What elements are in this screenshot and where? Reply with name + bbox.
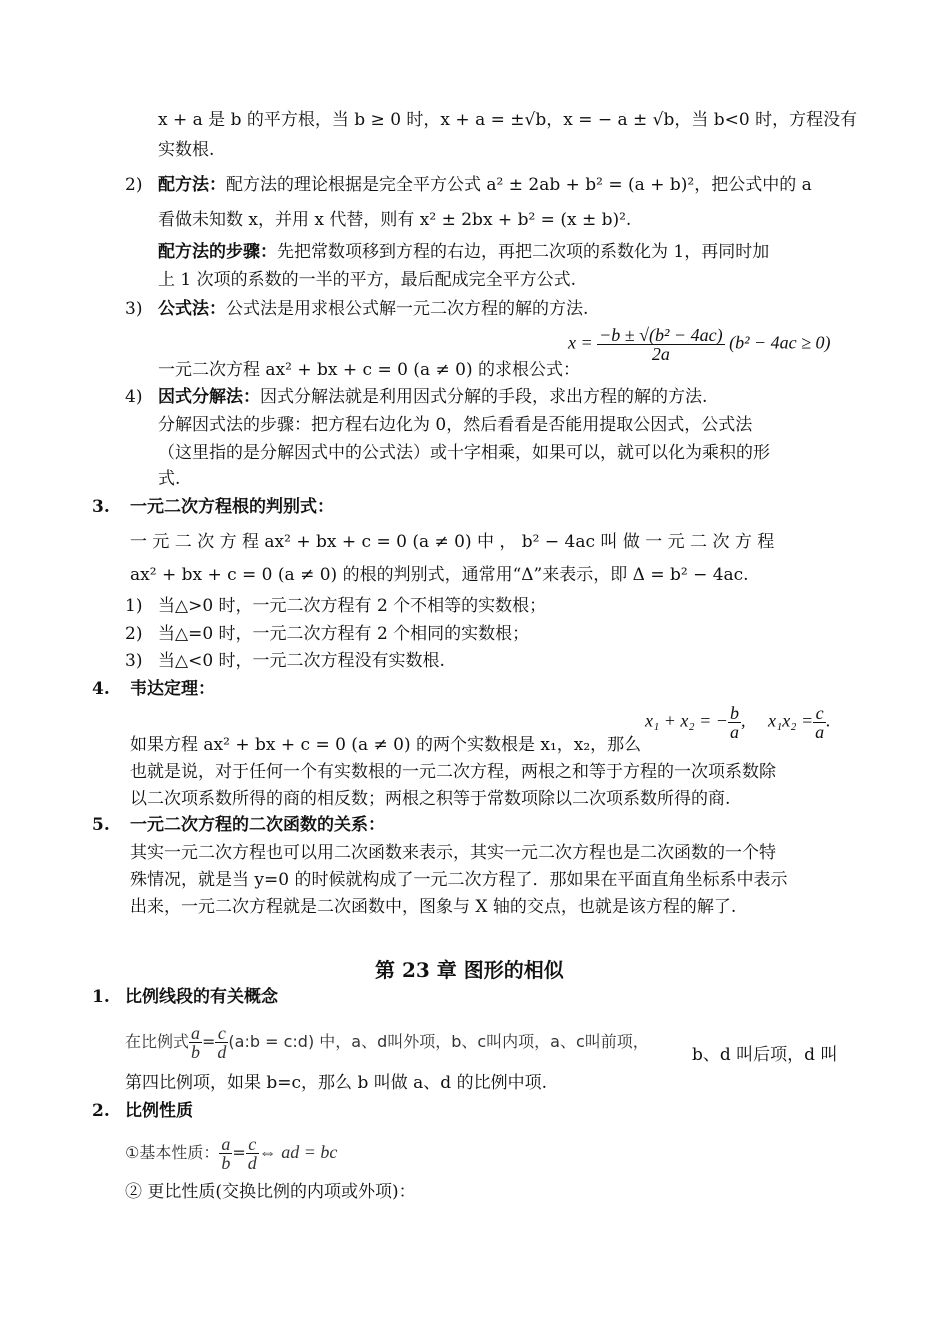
fraction-numerator: a xyxy=(191,1023,201,1043)
fraction-denominator: a xyxy=(815,722,825,742)
text-line: 一 元 二 次 方 程 ax² + bx + c = 0 (a ≠ 0) 中 ， b² − 4ac 叫 做 一 元 二 次 方 程 xyxy=(130,532,775,552)
text-line: x + a 是 b 的平方根，当 b ≥ 0 时，x + a = ±√b，x = − a ± √b，当 b<0 时，方程没有 xyxy=(158,110,858,130)
proportion-definition xyxy=(125,1024,649,1061)
text-line: 式. xyxy=(158,469,181,489)
text-line: 看做未知数 x，并用 x 代替，则有 x² ± 2bx + b² = (x ± b)². xyxy=(158,210,632,230)
fraction-denominator: b xyxy=(221,1153,231,1173)
text-line: 以二次项系数所得的商的相反数；两根之积等于常数项除以二次项系数所得的商. xyxy=(130,789,731,809)
chapter-title: 第 23 章 图形的相似 xyxy=(375,958,564,982)
item-text: 因式分解法就是利用因式分解的手段，求出方程的解的方法. xyxy=(260,387,708,407)
text-span: ①基本性质： xyxy=(125,1143,220,1162)
text-span: 在比例式 xyxy=(125,1032,190,1051)
text-line: 殊情况，就是当 y=0 的时候就构成了一元二次方程了．那如果在平面直角坐标系中表示 xyxy=(130,870,788,890)
quadratic-formula xyxy=(568,326,830,363)
text-line: 其实一元二次方程也可以用二次函数来表示，其实一元二次方程也是二次函数的一个特 xyxy=(130,843,776,863)
section-heading: 韦达定理： xyxy=(130,679,215,699)
text-span: ⇔ ad = bc xyxy=(258,1142,338,1162)
item-heading: 因式分解法： xyxy=(158,387,260,407)
item-number: 1) xyxy=(125,596,143,616)
formula-fraction xyxy=(597,326,724,363)
property-fraction xyxy=(219,1135,232,1172)
fraction-denominator: a xyxy=(729,722,739,742)
equals-sign: = xyxy=(202,1032,216,1051)
item-number: 2) xyxy=(125,624,143,644)
text-line: （这里指的是分解因式中的公式法）或十字相乘，如果可以，就可以化为乘积的形 xyxy=(158,443,770,463)
text-line xyxy=(158,240,769,264)
text-line: 也就是说，对于任何一个有实数根的一元二次方程，两根之和等于方程的一次项系数除 xyxy=(130,762,776,782)
text-line: 当△=0 时，一元二次方程有 2 个相同的实数根； xyxy=(158,624,530,644)
proportion-fraction xyxy=(189,1024,202,1061)
text-line xyxy=(158,385,707,409)
item-number: 3) xyxy=(125,299,143,319)
item-number: 4) xyxy=(125,387,143,407)
section-number: 3. xyxy=(92,497,110,517)
vieta-sum-formula: x₁ + x₂ = − $\frac{b}{a}$ , xyxy=(645,703,746,742)
text-line xyxy=(158,297,588,321)
item-text: 先把常数项移到方程的右边，再把二次项的系数化为 1，再同时加 xyxy=(277,242,770,262)
section-heading: 比例性质 xyxy=(125,1101,193,1121)
section-number: 1. xyxy=(92,987,110,1007)
fraction-denominator: d xyxy=(217,1042,227,1062)
text-line: 实数根. xyxy=(158,140,215,160)
fraction-numerator: a xyxy=(221,1134,231,1154)
basic-property xyxy=(125,1135,337,1172)
fraction-numerator: c xyxy=(215,1024,228,1043)
formula-lhs: x = xyxy=(568,332,593,353)
fraction-denominator: 2a xyxy=(651,344,670,364)
text-line: 分解因式法的步骤：把方程右边化为 0，然后看看是否能用提取公因式，公式法 xyxy=(158,415,753,435)
text-line: 一元二次方程 ax² + bx + c = 0 (a ≠ 0) 的求根公式： xyxy=(158,360,580,380)
formula-lhs: x₁ + x₂ = − xyxy=(645,710,728,731)
item-text: 配方法的理论根据是完全平方公式 a² ± 2ab + b² = (a + b)²，把公式中的 a xyxy=(226,175,812,195)
equals-sign: = xyxy=(232,1143,246,1162)
vieta-product-formula: x₁x₂ = $\frac{c}{a}$ . xyxy=(768,703,831,742)
item-heading: 公式法： xyxy=(158,299,226,319)
text-line xyxy=(158,173,812,197)
fraction-numerator: b xyxy=(729,703,739,723)
item-heading: 配方法的步骤： xyxy=(158,242,277,262)
section-number: 4. xyxy=(92,679,110,699)
section-number: 5. xyxy=(92,815,110,835)
formula-fraction xyxy=(813,704,826,741)
section-number: 2. xyxy=(92,1101,110,1121)
text-line: 如果方程 ax² + bx + c = 0 (a ≠ 0) 的两个实数根是 x₁，x₂，那么 xyxy=(130,735,642,755)
text-line: 当△>0 时，一元二次方程有 2 个不相等的实数根； xyxy=(158,596,547,616)
item-number: 2) xyxy=(125,175,143,195)
text-line: 出来，一元二次方程就是二次函数中，图象与 X 轴的交点，也就是该方程的解了. xyxy=(130,897,737,917)
text-line: b、d 叫后项，d 叫 xyxy=(692,1045,838,1065)
text-line: 第四比例项，如果 b=c，那么 b 叫做 a、d 的比例中项. xyxy=(125,1073,547,1093)
fraction-denominator: d xyxy=(247,1153,257,1173)
item-number: 3) xyxy=(125,651,143,671)
text-line: 当△<0 时，一元二次方程没有实数根. xyxy=(158,651,445,671)
text-line: ax² + bx + c = 0 (a ≠ 0) 的根的判别式，通常用“Δ”来表示，即 Δ = b² − 4ac. xyxy=(130,565,749,585)
text-line: ② 更比性质(交换比例的内项或外项)： xyxy=(125,1182,416,1202)
formula-condition: (b² − 4ac ≥ 0) xyxy=(729,332,831,353)
section-heading: 比例线段的有关概念 xyxy=(125,987,278,1007)
section-heading: 一元二次方程的二次函数的关系： xyxy=(130,815,385,835)
property-fraction xyxy=(246,1135,259,1172)
item-text: 公式法是用求根公式解一元二次方程的解的方法. xyxy=(226,299,589,319)
text-line: 上 1 次项的系数的一半的平方，最后配成完全平方公式. xyxy=(158,270,577,290)
text-span: (a:b = c:d) 中，a、d叫外项，b、c叫内项，a、c叫前项， xyxy=(228,1032,649,1051)
fraction-numerator: −b ± √(b² − 4ac) xyxy=(599,325,723,345)
fraction-numerator: c xyxy=(246,1135,259,1154)
formula-fraction xyxy=(728,704,741,741)
fraction-denominator: b xyxy=(191,1042,201,1062)
fraction-numerator: c xyxy=(813,704,826,723)
proportion-fraction xyxy=(215,1024,228,1061)
formula-lhs: x₁x₂ = xyxy=(768,710,814,731)
section-heading: 一元二次方程根的判别式： xyxy=(130,497,334,517)
item-heading: 配方法： xyxy=(158,175,226,195)
